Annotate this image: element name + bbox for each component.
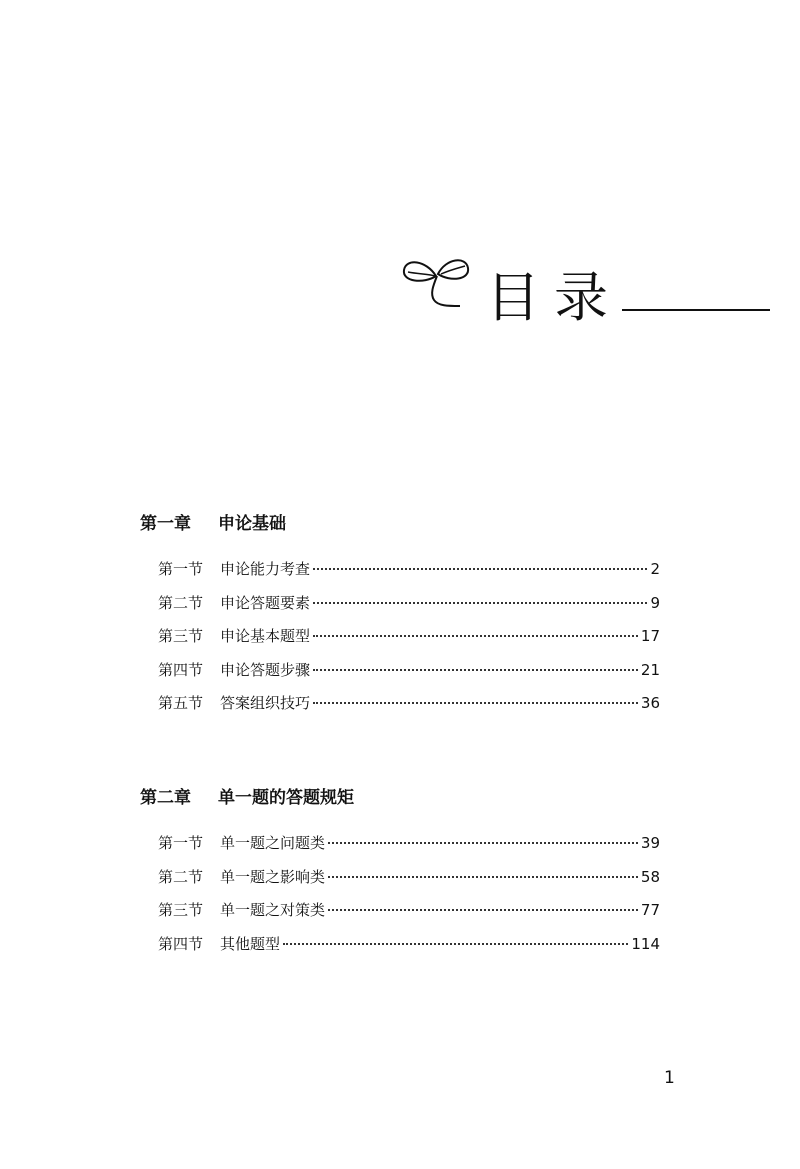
toc-title-block <box>400 248 772 348</box>
toc-entry[interactable] <box>158 899 660 933</box>
dot-leader <box>313 568 647 570</box>
section-page: 2 <box>650 560 660 578</box>
section-number: 第一节 <box>158 834 204 852</box>
chapter-heading <box>140 512 660 536</box>
dot-leader <box>283 943 628 945</box>
page-number: 1 <box>664 1068 675 1088</box>
dot-leader <box>313 669 638 671</box>
section-number: 第四节 <box>158 934 204 953</box>
toc-entry[interactable] <box>158 832 660 866</box>
dot-leader <box>328 876 638 878</box>
section-title: 其他题型 <box>220 934 281 953</box>
chapter-1 <box>140 512 660 726</box>
section-title: 申论答题要素 <box>220 593 311 612</box>
dot-leader <box>313 702 638 704</box>
dot-leader <box>313 635 638 637</box>
section-list <box>140 558 660 726</box>
section-title: 单一题之问题类 <box>220 834 326 852</box>
section-number: 第二节 <box>158 867 204 886</box>
section-page: 36 <box>640 694 660 712</box>
section-title: 申论基本题型 <box>220 627 311 645</box>
chapter-number: 第二章 <box>140 788 191 808</box>
dot-leader <box>313 602 647 604</box>
section-page: 17 <box>640 627 660 645</box>
toc-entry[interactable] <box>158 933 660 967</box>
page-title: 目录 <box>486 266 622 329</box>
section-page: 58 <box>640 867 660 886</box>
section-number: 第四节 <box>158 660 204 679</box>
section-page: 77 <box>640 901 660 919</box>
section-number: 第五节 <box>158 694 204 712</box>
sprout-icon <box>400 248 486 344</box>
chapter-number: 第一章 <box>140 514 191 534</box>
section-number: 第二节 <box>158 593 204 612</box>
chapter-title: 申论基础 <box>218 514 286 534</box>
section-title: 单一题之对策类 <box>220 901 326 919</box>
toc-entry[interactable] <box>158 659 660 693</box>
section-list <box>140 832 660 966</box>
toc-entry[interactable] <box>158 625 660 659</box>
section-page: 39 <box>640 834 660 852</box>
section-title: 单一题之影响类 <box>220 867 326 886</box>
section-page: 9 <box>650 593 660 612</box>
section-title: 申论答题步骤 <box>220 660 311 679</box>
chapter-heading <box>140 786 660 810</box>
toc-entry[interactable] <box>158 558 660 592</box>
chapter-title: 单一题的答题规矩 <box>218 788 354 808</box>
toc-entry[interactable] <box>158 692 660 726</box>
section-title: 答案组织技巧 <box>220 694 311 712</box>
section-number: 第三节 <box>158 627 204 645</box>
dot-leader <box>328 842 638 844</box>
section-title: 申论能力考查 <box>220 560 311 578</box>
section-page: 21 <box>640 660 660 679</box>
section-number: 第三节 <box>158 901 204 919</box>
chapter-2 <box>140 786 660 966</box>
section-number: 第一节 <box>158 560 204 578</box>
toc-entry[interactable] <box>158 592 660 626</box>
title-rule <box>622 309 770 311</box>
toc-entry[interactable] <box>158 866 660 900</box>
section-page: 114 <box>631 934 660 953</box>
dot-leader <box>328 909 638 911</box>
